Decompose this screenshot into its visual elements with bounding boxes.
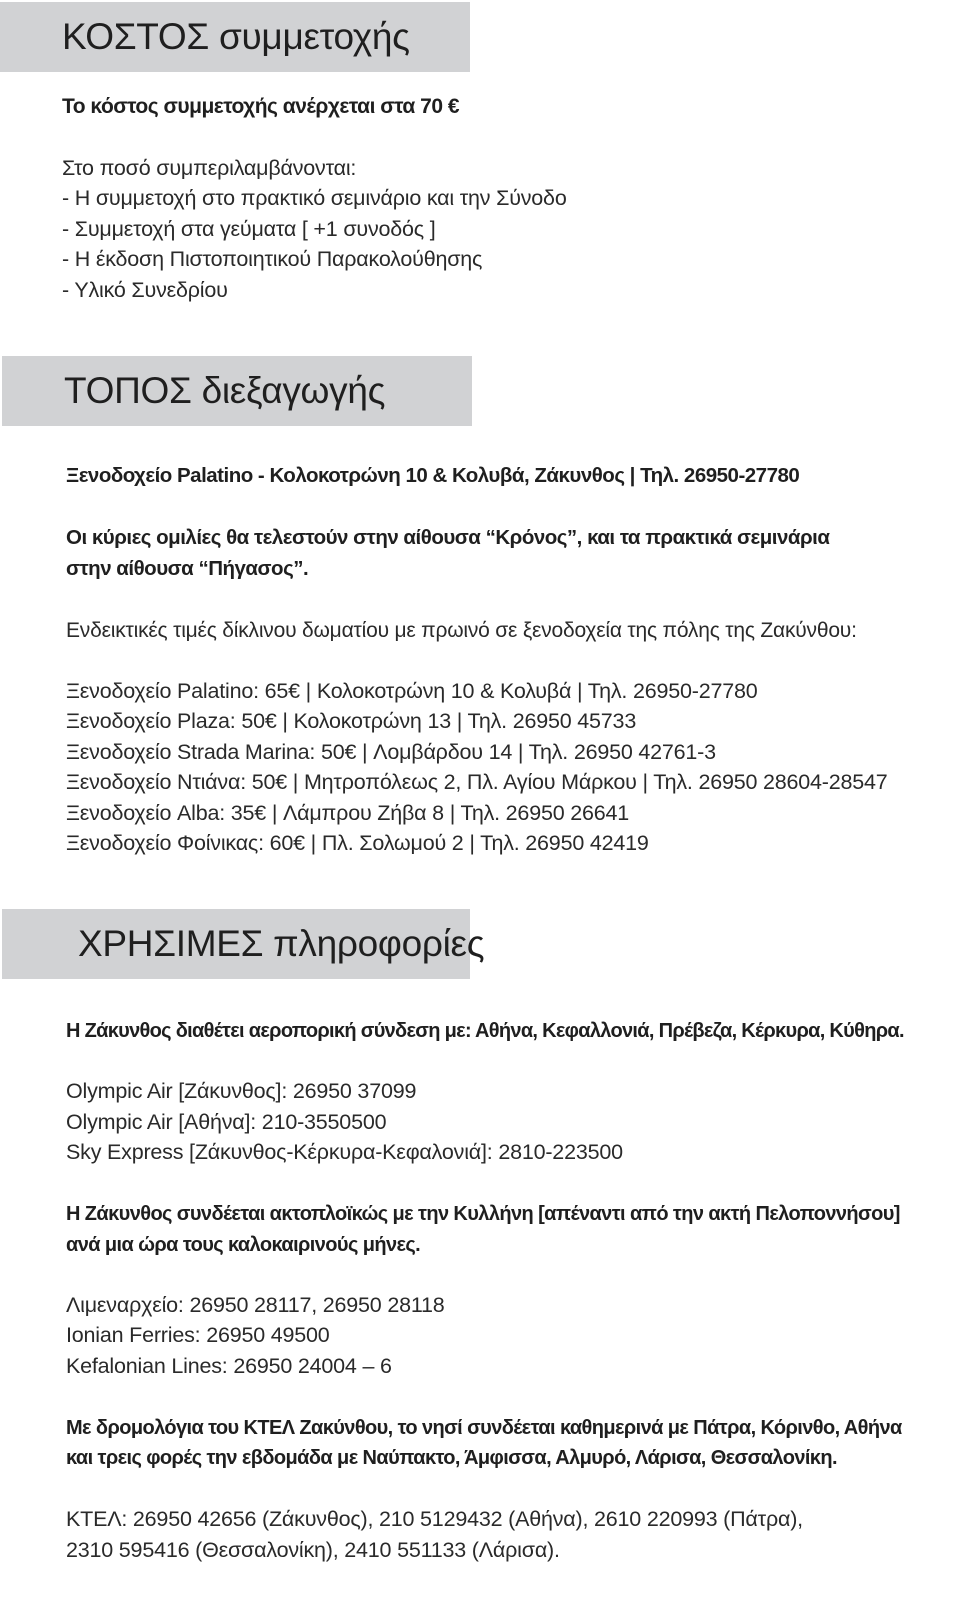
venue-address: Ξενοδοχείο Palatino - Κολοκοτρώνη 10 & Κολυβά, Ζάκυνθος | Τηλ. 26950-27780 xyxy=(66,464,800,487)
cost-item: - Συμμετοχή στα γεύματα [ +1 συνοδός ] xyxy=(62,217,436,241)
cost-item: - Η έκδοση Πιστοποιητικού Παρακολούθησης xyxy=(62,247,483,271)
air-contact: Sky Express [Ζάκυνθος-Κέρκυρα-Κεφαλονιά]: 2810-223500 xyxy=(66,1140,623,1164)
sea-heading-line-1: Η Ζάκυνθος συνδέεται ακτοπλοϊκώς με την Κυλλήνη [απέναντι από την ακτή Πελοποννήσου] xyxy=(66,1203,900,1225)
hotel-entry: Ξενοδοχείο Palatino: 65€ | Κολοκοτρώνη 10 & Κολυβά | Τηλ. 26950-27780 xyxy=(66,679,758,703)
hotel-entry: Ξενοδοχείο Plaza: 50€ | Κολοκοτρώνη 13 | Τηλ. 26950 45733 xyxy=(66,709,637,733)
cost-headline: Το κόστος συμμετοχής ανέρχεται στα 70 € xyxy=(62,95,460,118)
venue-rooms-line-1: Οι κύριες ομιλίες θα τελεστούν στην αίθουσα “Κρόνος”, και τα πρακτικά σεμινάρια xyxy=(66,526,830,549)
hotel-entry: Ξενοδοχείο Alba: 35€ | Λάμπρου Ζήβα 8 | Τηλ. 26950 26641 xyxy=(66,801,630,825)
air-contact: Olympic Air [Ζάκυνθος]: 26950 37099 xyxy=(66,1079,417,1103)
cost-item: - Η συμμετοχή στο πρακτικό σεμινάριο και την Σύνοδο xyxy=(62,186,567,210)
info-section-banner xyxy=(2,909,485,979)
venue-section-title: ΤΟΠΟΣ διεξαγωγής xyxy=(64,370,386,411)
air-contact: Olympic Air [Αθήνα]: 210-3550500 xyxy=(66,1110,387,1134)
cost-item: - Υλικό Συνεδρίου xyxy=(62,278,228,302)
sea-contact: Ionian Ferries: 26950 49500 xyxy=(66,1323,330,1347)
bus-heading-line-1: Με δρομολόγια του ΚΤΕΛ Ζακύνθου, το νησί συνδέεται καθημερινά με Πάτρα, Κόρινθο, Αθήνα xyxy=(66,1417,902,1439)
hotel-entry: Ξενοδοχείο Ντιάνα: 50€ | Μητροπόλεως 2, Πλ. Αγίου Μάρκου | Τηλ. 26950 28604-28547 xyxy=(66,770,888,794)
air-heading: Η Ζάκυνθος διαθέτει αεροπορική σύνδεση με: Αθήνα, Κεφαλλονιά, Πρέβεζα, Κέρκυρα, Κύθηρα. xyxy=(66,1020,904,1042)
cost-section-title: ΚΟΣΤΟΣ συμμετοχής xyxy=(62,16,410,57)
cost-includes-heading: Στο ποσό συμπεριλαμβάνονται: xyxy=(62,156,357,180)
hotel-entry: Ξενοδοχείο Φοίνικας: 60€ | Πλ. Σολωμού 2 | Τηλ. 26950 42419 xyxy=(66,831,649,855)
venue-prices-heading: Ενδεικτικές τιμές δίκλινου δωματίου με πρωινό σε ξενοδοχεία της πόλης της Ζακύνθου: xyxy=(66,619,857,642)
sea-contact: Kefalonian Lines: 26950 24004 – 6 xyxy=(66,1354,392,1378)
hotel-entry: Ξενοδοχείο Strada Marina: 50€ | Λομβάρδου 14 | Τηλ. 26950 42761-3 xyxy=(66,740,716,764)
info-section-title: ΧΡΗΣΙΜΕΣ πληροφορίες xyxy=(78,923,485,964)
bus-contact-line-2: 2310 595416 (Θεσσαλονίκη), 2410 551133 (Λάρισα). xyxy=(66,1538,560,1562)
venue-section-banner xyxy=(2,356,472,426)
cost-section-banner xyxy=(0,2,470,72)
sea-heading-line-2: ανά μια ώρα τους καλοκαιρινούς μήνες. xyxy=(66,1234,421,1256)
venue-rooms-line-2: στην αίθουσα “Πήγασος”. xyxy=(66,557,309,580)
bus-heading-line-2: και τρεις φορές την εβδομάδα με Ναύπακτο, Άμφισσα, Αλμυρό, Λάρισα, Θεσσαλονίκη. xyxy=(66,1447,837,1469)
bus-contact-line-1: ΚΤΕΛ: 26950 42656 (Ζάκυνθος), 210 5129432 (Αθήνα), 2610 220993 (Πάτρα), xyxy=(66,1507,803,1531)
sea-contact: Λιμεναρχείο: 26950 28117, 26950 28118 xyxy=(66,1293,445,1317)
